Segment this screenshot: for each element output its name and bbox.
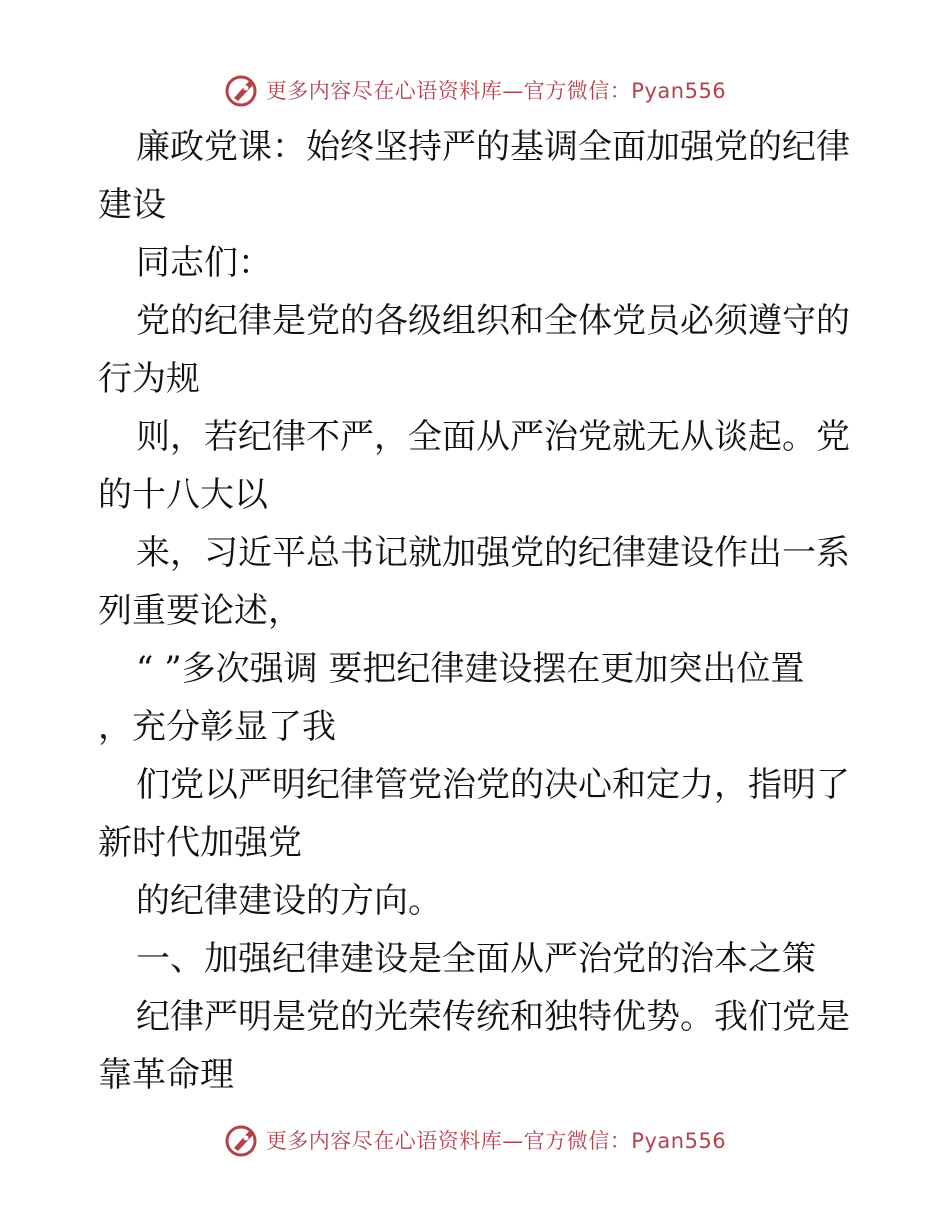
- pen-logo-icon: [224, 72, 260, 108]
- section-heading: 一、加强纪律建设是全面从严治党的治本之策: [136, 939, 816, 979]
- document-body: [98, 118, 858, 1104]
- paragraph-line: 的纪律建设的方向。: [136, 881, 442, 921]
- paragraph-line: 新时代加强党: [98, 823, 302, 863]
- paragraph-line: 则，若纪律不严，全面从严治党就无从谈起。党: [136, 417, 850, 457]
- paragraph-line: ，充分彰显了我: [98, 707, 336, 747]
- paragraph-line: “ ”多次强调 要把纪律建设摆在更加突出位置: [136, 649, 805, 689]
- paragraph-line: 纪律严明是党的光荣传统和独特优势。我们党是: [136, 997, 850, 1037]
- paragraph-line: 们党以严明纪律管党治党的决心和定力，指明了: [136, 765, 850, 805]
- paragraph-line: 党的纪律是党的各级组织和全体党员必须遵守的: [136, 301, 850, 341]
- title-line-2: 建设: [98, 185, 166, 225]
- footer-banner-text: 更多内容尽在心语资料库—官方微信：Pyan556: [265, 1129, 727, 1153]
- pen-logo-icon: [224, 1122, 260, 1158]
- paragraph-line: 来，习近平总书记就加强党的纪律建设作出一系: [136, 533, 850, 573]
- header-banner-text: 更多内容尽在心语资料库—官方微信：Pyan556: [265, 79, 727, 103]
- salutation: 同志们：: [136, 243, 272, 283]
- paragraph-line: 靠革命理: [98, 1055, 234, 1095]
- footer-banner: [0, 1118, 950, 1162]
- paragraph-line: 的十八大以: [98, 475, 268, 515]
- paragraph-line: 列重要论述，: [98, 591, 302, 631]
- title-line-1: 廉政党课：始终坚持严的基调全面加强党的纪律: [136, 127, 850, 167]
- paragraph-line: 行为规: [98, 359, 200, 399]
- header-banner: [0, 68, 950, 112]
